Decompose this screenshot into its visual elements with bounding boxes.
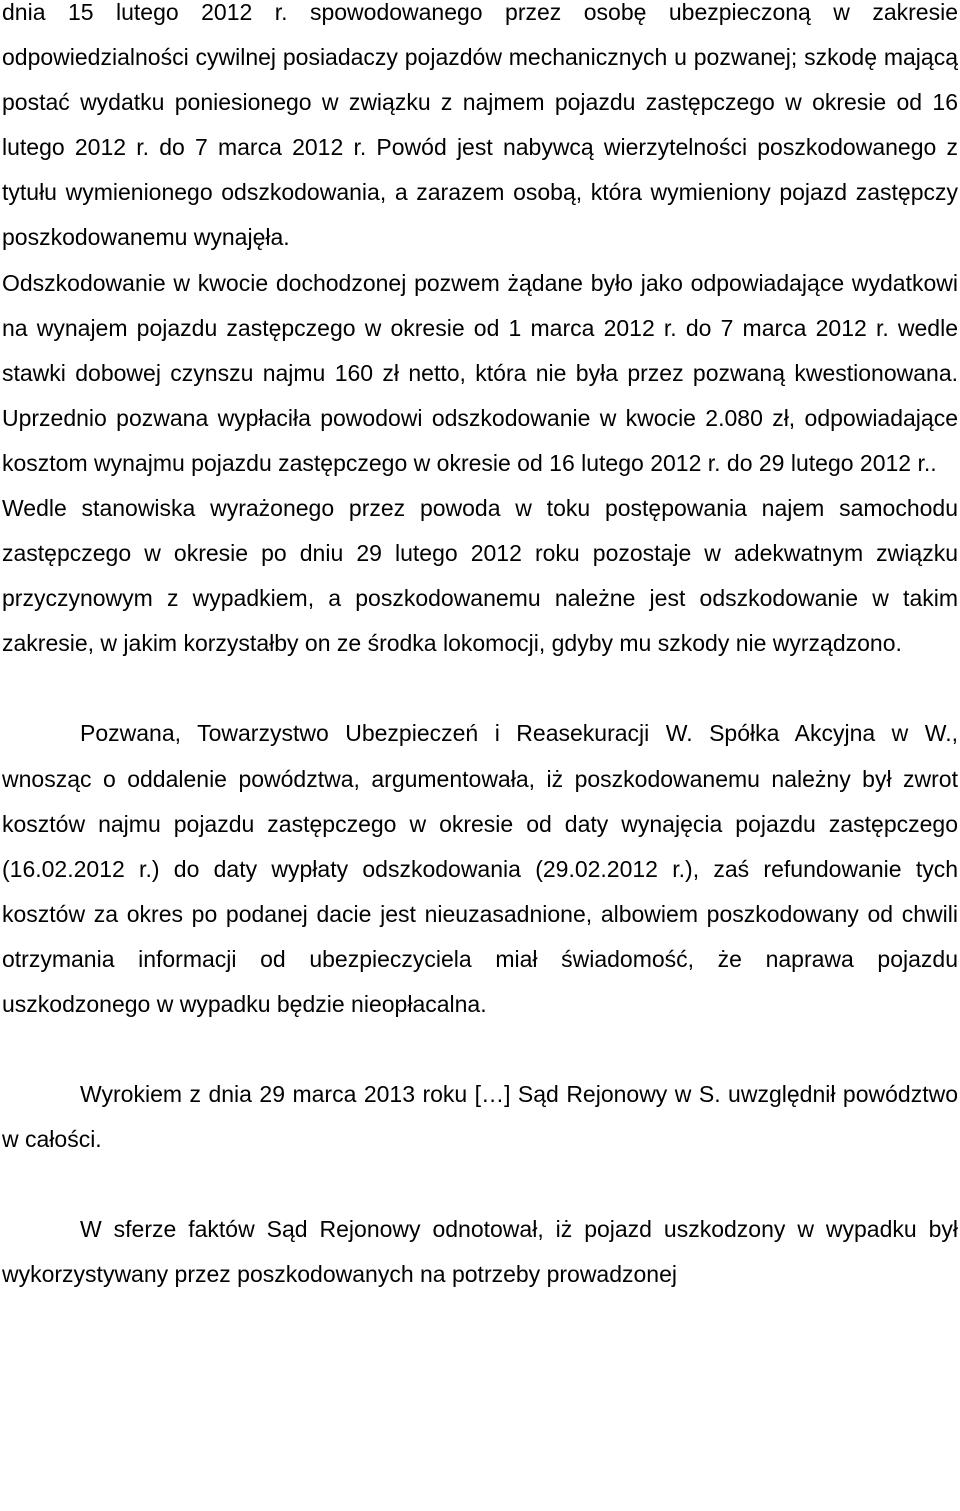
paragraph-plaintiff-position: Wedle stanowiska wyrażonego przez powoda w toku postępowania najem samochodu zastępczego w okresie po dniu 29 lutego 2012 roku pozostaje w adekwatnym związku przyczynowym z wypadkiem, a poszkodowanemu należne jest odszkodowanie w takim zakresie, w jakim korzystałby on ze środka lokomocji, gdyby mu szkody nie wyrządzono. bbox=[2, 495, 958, 657]
paragraph-judgment: Wyrokiem z dnia 29 marca 2013 roku […] Sąd Rejonowy w S. uwzględnił powództwo w całości. bbox=[2, 1081, 958, 1153]
paragraph-spacer bbox=[2, 1162, 958, 1207]
paragraph-claim-background: dnia 15 lutego 2012 r. spowodowanego przez osobę ubezpieczoną w zakresie odpowiedzialności cywilnej posiadaczy pojazdów mechanicznych u pozwanej; szkodę mającą postać wydatku poniesionego w związku z najmem pojazdu zastępczego w okresie od 16 lutego 2012 r. do 7 marca 2012 r. Powód jest nabywcą wierzytelności poszkodowanego z tytułu wymienionego odszkodowania, a zarazem osobą, która wymieniony pojazd zastępczy poszkodowanemu wynajęła. bbox=[2, 0, 958, 251]
paragraph-spacer bbox=[2, 1027, 958, 1072]
document-page bbox=[2, 0, 958, 1297]
paragraph-facts: W sferze faktów Sąd Rejonowy odnotował, iż pojazd uszkodzony w wypadku był wykorzystywany przez poszkodowanych na potrzeby prowadzonej bbox=[2, 1216, 958, 1288]
paragraph-spacer bbox=[2, 666, 958, 711]
paragraph-compensation-amount: Odszkodowanie w kwocie dochodzonej pozwem żądane było jako odpowiadające wydatkowi na wynajem pojazdu zastępczego w okresie od 1 marca 2012 r. do 7 marca 2012 r. wedle stawki dobowej czynszu najmu 160 zł netto, która nie była przez pozwaną kwestionowana. Uprzednio pozwana wypłaciła powodowi odszkodowanie w kwocie 2.080 zł, odpowiadające kosztom wynajmu pojazdu zastępczego w okresie od 16 lutego 2012 r. do 29 lutego 2012 r.. bbox=[2, 269, 958, 476]
paragraph-defendant-position: Pozwana, Towarzystwo Ubezpieczeń i Reasekuracji W. Spółka Akcyjna w W., wnosząc o oddalenie powództwa, argumentowała, iż poszkodowanemu należny był zwrot kosztów najmu pojazdu zastępczego w okresie od daty wynajęcia pojazdu zastępczego (16.02.2012 r.) do daty wypłaty odszkodowania (29.02.2012 r.), zaś refundowanie tych kosztów za okres po podanej dacie jest nieuzasadnione, albowiem poszkodowany od chwili otrzymania informacji od ubezpieczyciela miał świadomość, że naprawa pojazdu uszkodzonego w wypadku będzie nieopłacalna. bbox=[2, 720, 958, 1017]
